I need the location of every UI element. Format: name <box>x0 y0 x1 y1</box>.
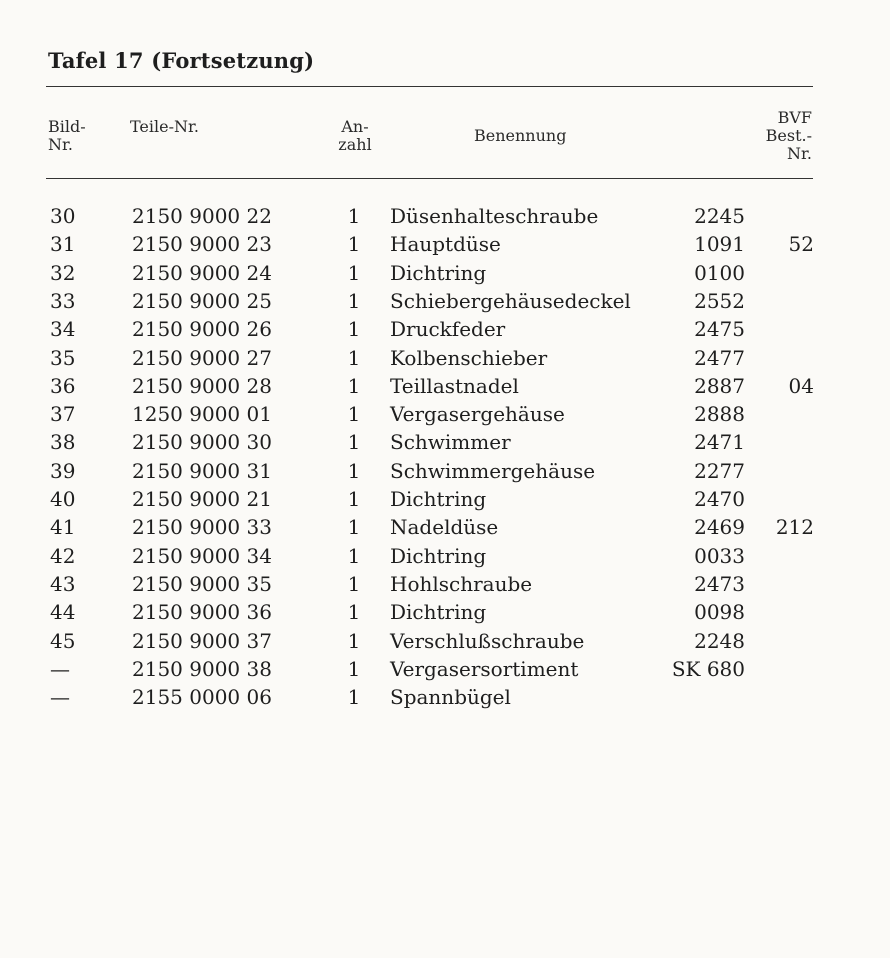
cell-benennung: Vergasergehäuse <box>390 402 565 427</box>
cell-bild-nr: 31 <box>50 232 76 257</box>
cell-bild-nr: 40 <box>50 487 76 511</box>
cell-bild-nr: 42 <box>50 543 76 568</box>
cell-bild-nr: 39 <box>50 458 76 483</box>
cell-teile-nr: 2150 9000 35 <box>132 571 272 596</box>
cell-benennung: Spannbügel <box>390 685 511 710</box>
header-anzahl: An- zahl <box>338 117 372 154</box>
table-row <box>0 259 890 287</box>
cell-bvf-nr: 52 <box>788 232 814 257</box>
cell-bild-nr: 33 <box>50 288 76 313</box>
cell-benennung: Hauptdüse <box>390 232 501 257</box>
cell-benennung: Verschlußschraube <box>390 628 585 653</box>
cell-code: 2470 <box>694 487 745 511</box>
cell-bild-nr: — <box>50 685 70 710</box>
cell-code: 2477 <box>694 345 745 370</box>
cell-code: 2888 <box>694 402 745 427</box>
cell-code: 2245 <box>694 204 745 228</box>
cell-teile-nr: 1250 9000 01 <box>132 402 272 427</box>
cell-bild-nr: 38 <box>50 430 76 455</box>
cell-bild-nr: 41 <box>50 515 76 540</box>
cell-bild-nr: 37 <box>50 402 76 427</box>
cell-benennung: Teillastnadel <box>390 373 519 398</box>
cell-anzahl: 1 <box>347 628 361 653</box>
cell-anzahl: 1 <box>347 571 361 596</box>
table-row <box>0 344 890 372</box>
cell-code: 2248 <box>694 628 745 653</box>
cell-benennung: Druckfeder <box>390 317 506 342</box>
table-row <box>0 598 890 626</box>
cell-benennung: Hohlschraube <box>390 571 533 596</box>
table-row <box>0 315 890 343</box>
cell-bild-nr: 30 <box>50 204 76 228</box>
cell-anzahl: 1 <box>347 232 361 257</box>
cell-anzahl: 1 <box>347 487 361 511</box>
cell-teile-nr: 2150 9000 22 <box>132 204 272 228</box>
cell-teile-nr: 2150 9000 28 <box>132 373 272 398</box>
cell-teile-nr: 2150 9000 31 <box>132 458 272 483</box>
cell-code: 2277 <box>694 458 745 483</box>
cell-bvf-nr: 04 <box>788 373 814 398</box>
cell-benennung: Schiebergehäusedeckel <box>390 288 631 313</box>
cell-anzahl: 1 <box>347 543 361 568</box>
header-rule <box>46 178 813 179</box>
cell-bild-nr: 44 <box>50 600 76 625</box>
cell-benennung: Kolbenschieber <box>390 345 548 370</box>
cell-anzahl: 1 <box>347 402 361 427</box>
cell-anzahl: 1 <box>347 288 361 313</box>
cell-code: 0098 <box>694 600 745 625</box>
cell-bild-nr: 45 <box>50 628 76 653</box>
cell-teile-nr: 2150 9000 25 <box>132 288 272 313</box>
table-row <box>0 513 890 541</box>
cell-benennung: Dichtring <box>390 260 487 285</box>
table-row <box>0 655 890 683</box>
cell-benennung: Nadeldüse <box>390 515 499 540</box>
cell-anzahl: 1 <box>347 656 361 681</box>
cell-code: 2552 <box>694 288 745 313</box>
cell-teile-nr: 2150 9000 26 <box>132 317 272 342</box>
cell-bild-nr: 43 <box>50 571 76 596</box>
cell-code: 0033 <box>694 543 745 568</box>
cell-anzahl: 1 <box>347 204 361 228</box>
table-row <box>0 683 890 711</box>
cell-benennung: Schwimmer <box>390 430 511 455</box>
page-title: Tafel 17 (Fortsetzung) <box>48 48 315 73</box>
cell-teile-nr: 2150 9000 30 <box>132 430 272 455</box>
cell-bvf-nr: 212 <box>775 515 814 540</box>
cell-anzahl: 1 <box>347 458 361 483</box>
table-row <box>0 570 890 598</box>
header-bvf: BVF Best.- Nr. <box>765 108 812 163</box>
cell-teile-nr: 2150 9000 33 <box>132 515 272 540</box>
cell-anzahl: 1 <box>347 317 361 342</box>
cell-bild-nr: 36 <box>50 373 76 398</box>
cell-anzahl: 1 <box>347 345 361 370</box>
cell-code: 2469 <box>694 515 745 540</box>
cell-benennung: Dichtring <box>390 487 487 511</box>
table-row <box>0 230 890 258</box>
cell-anzahl: 1 <box>347 260 361 285</box>
cell-benennung: Schwimmergehäuse <box>390 458 596 483</box>
cell-teile-nr: 2150 9000 38 <box>132 656 272 681</box>
cell-code: 0100 <box>694 260 745 285</box>
table-row <box>0 400 890 428</box>
cell-bild-nr: 32 <box>50 260 76 285</box>
cell-code: 2471 <box>694 430 745 455</box>
cell-code: 1091 <box>694 232 745 257</box>
cell-anzahl: 1 <box>347 430 361 455</box>
cell-anzahl: 1 <box>347 685 361 710</box>
cell-teile-nr: 2150 9000 36 <box>132 600 272 625</box>
table-row <box>0 287 890 315</box>
cell-anzahl: 1 <box>347 373 361 398</box>
cell-benennung: Vergasersortiment <box>390 656 579 681</box>
table-row <box>0 627 890 655</box>
cell-anzahl: 1 <box>347 600 361 625</box>
table-row <box>0 428 890 456</box>
table-row <box>0 485 890 513</box>
table-row <box>0 542 890 570</box>
cell-teile-nr: 2150 9000 23 <box>132 232 272 257</box>
header-benennung: Benennung <box>474 126 567 145</box>
cell-benennung: Düsenhalteschraube <box>390 204 599 228</box>
cell-code: 2475 <box>694 317 745 342</box>
cell-code: 2887 <box>694 373 745 398</box>
cell-teile-nr: 2150 9000 24 <box>132 260 272 285</box>
cell-teile-nr: 2150 9000 21 <box>132 487 272 511</box>
cell-bild-nr: 35 <box>50 345 76 370</box>
cell-benennung: Dichtring <box>390 600 487 625</box>
cell-teile-nr: 2150 9000 27 <box>132 345 272 370</box>
table-row <box>0 202 890 230</box>
cell-benennung: Dichtring <box>390 543 487 568</box>
cell-teile-nr: 2155 0000 06 <box>132 685 272 710</box>
cell-code: 2473 <box>694 571 745 596</box>
cell-teile-nr: 2150 9000 34 <box>132 543 272 568</box>
cell-teile-nr: 2150 9000 37 <box>132 628 272 653</box>
cell-anzahl: 1 <box>347 515 361 540</box>
top-rule <box>46 86 813 87</box>
cell-bild-nr: 34 <box>50 317 76 342</box>
table-row <box>0 457 890 485</box>
cell-code: SK 680 <box>671 656 745 681</box>
header-teile: Teile-Nr. <box>130 117 199 136</box>
cell-bild-nr: — <box>50 656 70 681</box>
table-row <box>0 372 890 400</box>
header-bild: Bild- Nr. <box>48 117 86 154</box>
